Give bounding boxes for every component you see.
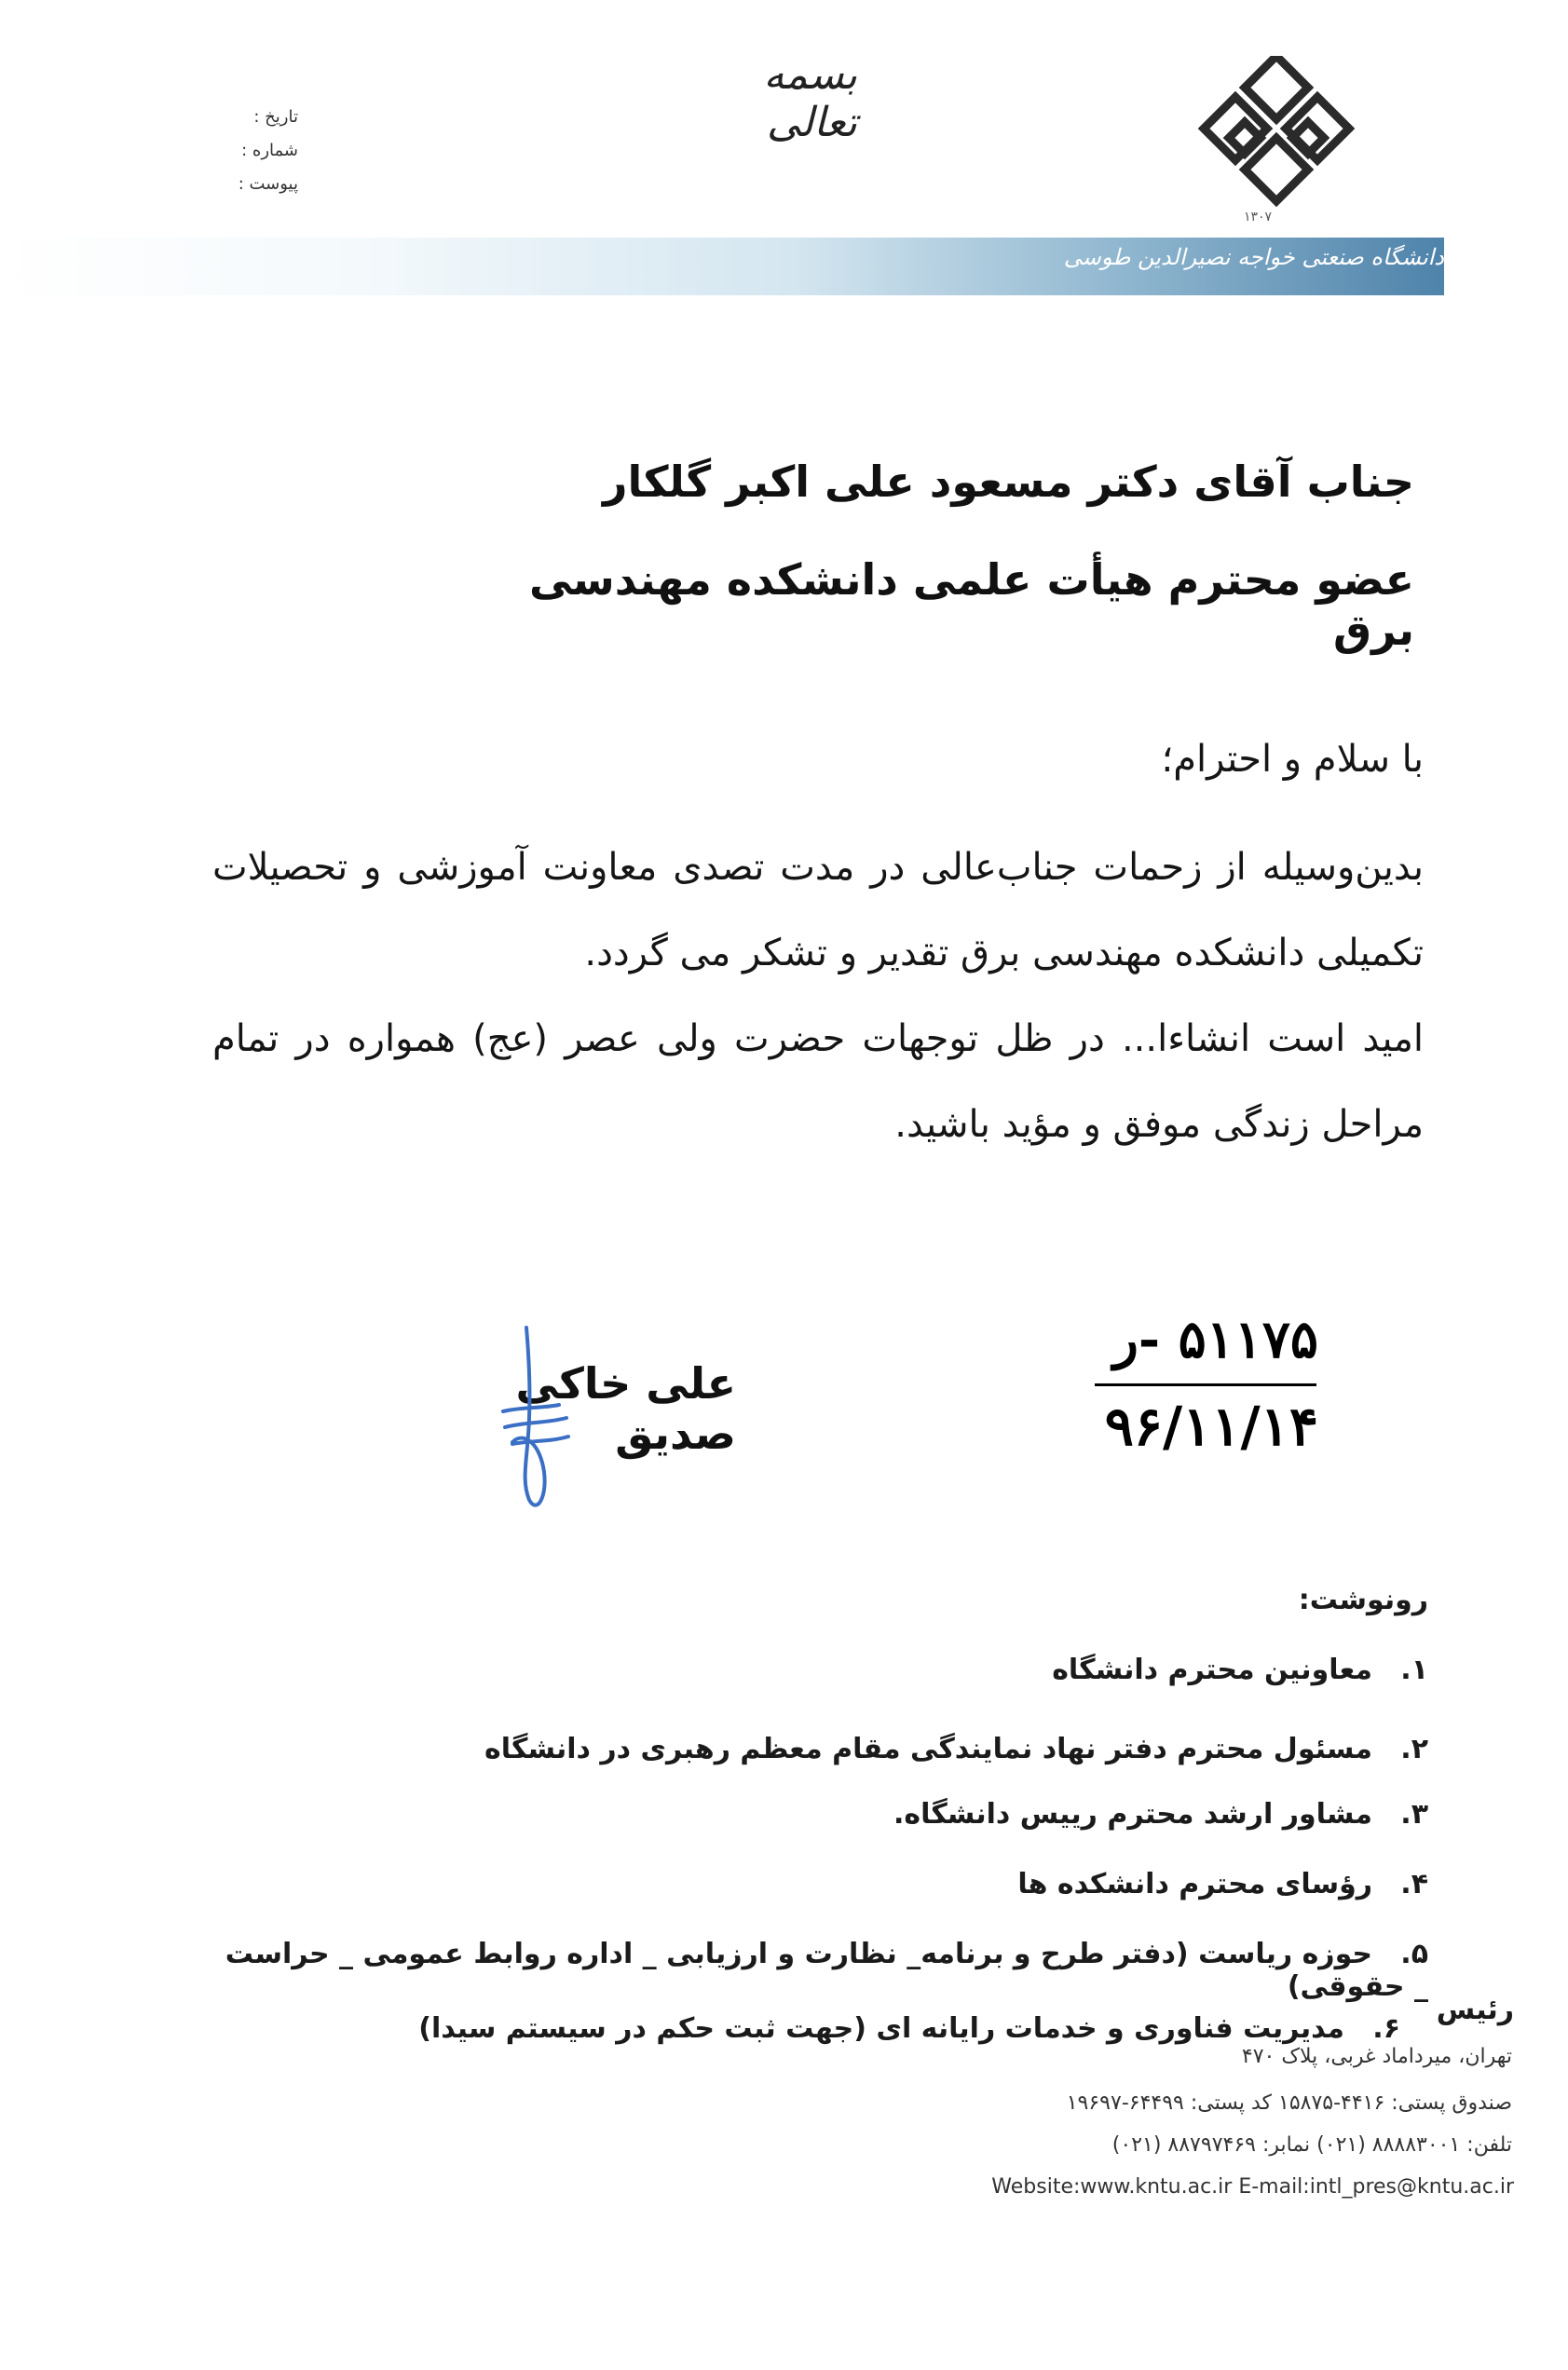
number-label: شماره : [241,141,298,160]
greeting: با سلام و احترام؛ [1161,738,1424,781]
body-paragraph-1: بدین‌وسیله از زحمات جناب‌عالی در مدت تصدی معاونت آموزشی و تحصیلات تکمیلی دانشکده مهندسی برق تقدیر و تشکر می گردد. [212,846,1424,974]
logo-year: ۱۳۰۷ [1244,210,1273,225]
letter-body [212,824,1424,1167]
addressee-title: عضو محترم هیأت علمی دانشکده مهندسی برق [528,554,1414,655]
footer-phone: تلفن: ۸۸۸۸۳۰۰۱ (۰۲۱) نمابر: ۸۸۷۹۷۴۶۹ (۰۲۱) [1111,2133,1512,2157]
cc-item-number: ۳. [1400,1798,1428,1831]
cc-item-text: معاونین محترم دانشگاه [1052,1654,1372,1686]
cc-title: رونوشت: [1298,1584,1428,1616]
document-number: ۵۱۱۷۵ -ر [1112,1309,1318,1370]
cc-item-5 [217,1938,1428,2003]
cc-item-text: مدیریت فناوری و خدمات رایانه ای (جهت ثبت حکم در سیستم سیدا) [418,2012,1344,2045]
cc-item-4 [217,1868,1428,1900]
university-name: دانشگاه صنعتی خواجه نصیرالدین طوسی [1063,244,1444,270]
university-logo-icon [1193,56,1360,224]
cc-item-2 [217,1733,1428,1765]
cc-item-number: ۶. [1372,2012,1400,2045]
cc-item-text: مشاور ارشد محترم رییس دانشگاه. [893,1798,1372,1831]
body-paragraph-2: امید است انشاءا... در ظل توجهات حضرت ولی عصر (عج) همواره در تمام مراحل زندگی موفق و مؤید باشید. [212,1017,1424,1146]
cc-item-number: ۵. [1400,1938,1428,1970]
document-number-divider [1095,1383,1316,1386]
bismillah-text: بسمه تعالی [763,51,857,146]
letter-meta [196,101,298,201]
cc-item-text: حوزه ریاست (دفتر طرح و برنامه_ نظارت و ارزیابی _ اداره روابط عمومی _ حراست _ حقوقی) [225,1938,1428,2003]
footer-address: تهران، میرداماد غربی، پلاک ۴۷۰ [1241,2045,1512,2068]
cc-item-3 [217,1798,1428,1831]
bismillah-calligraphy [689,51,857,146]
cc-item-number: ۲. [1400,1733,1428,1765]
attachment-label: پیوست : [238,174,298,194]
cc-item-1 [217,1654,1428,1686]
addressee-name: جناب آقای دکتر مسعود علی اکبر گلکار [603,456,1414,507]
cc-item-number: ۴. [1400,1868,1428,1900]
cc-item-text: مسئول محترم دفتر نهاد نمایندگی مقام معظم رهبری در دانشگاه [484,1733,1372,1765]
footer-web-email: Website:www.kntu.ac.ir E-mail:intl_pres@kntu.ac.ir [991,2175,1514,2199]
date-label: تاریخ : [253,107,298,127]
cc-item-number: ۱. [1400,1654,1428,1686]
handwritten-signature-icon [484,1323,596,1519]
cc-item-text: رؤسای محترم دانشکده ها [1017,1868,1372,1900]
president-title: رئیس [1436,1994,1514,2026]
signatory-name: علی خاکی صدیق [515,1358,736,1459]
footer-pobox: صندوق پستی: ۴۴۱۶-۱۵۸۷۵ کد پستی: ۶۴۴۹۹-۱۹۶۹۷ [1066,2091,1512,2115]
cc-item-6 [189,2012,1400,2045]
document-date: ۹۶/۱۱/۱۴ [1104,1395,1318,1458]
